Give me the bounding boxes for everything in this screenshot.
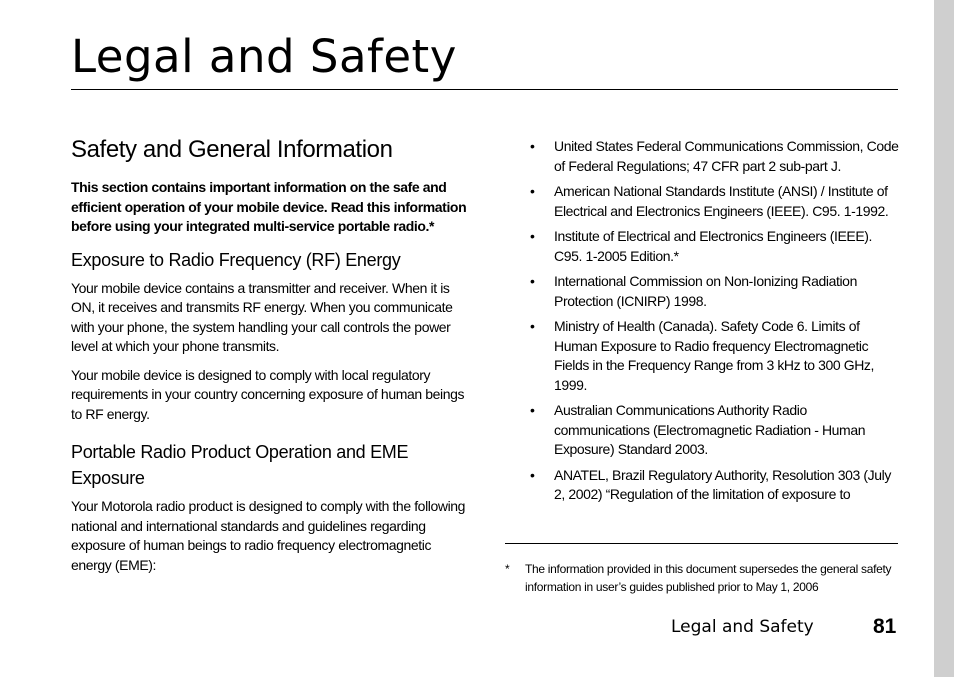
list-item xyxy=(530,182,902,221)
section-title: Safety and General Information xyxy=(71,136,393,163)
page-edge-bar xyxy=(934,0,954,677)
title-divider xyxy=(71,89,898,90)
bullet-icon: • xyxy=(530,466,535,483)
bullet-icon: • xyxy=(530,138,535,154)
left-column xyxy=(71,134,471,584)
eme-exposure-heading: Portable Radio Product Operation and EME Exposure xyxy=(71,442,409,488)
list-item-text: United States Federal Communications Commission, Code of Federal Regulations; 47 CFR part 2 sub-part J. xyxy=(554,138,899,174)
standards-list xyxy=(530,137,902,505)
bullet-icon: • xyxy=(530,273,535,289)
bullet-icon: • xyxy=(530,183,535,199)
list-item-text: Ministry of Health (Canada). Safety Code 6. Limits of Human Exposure to Radio frequency Electromagnetic Fields in the Frequency Range from 3 kHz to 300 GHz, 1999. xyxy=(554,318,875,393)
right-column xyxy=(530,137,902,511)
footer-section-label: Legal and Safety xyxy=(671,617,814,637)
footnote-text: The information provided in this document supersedes the general safety information in user’s guides published prior to May 1, 2006 xyxy=(525,562,892,594)
rf-paragraph-1: Your mobile device contains a transmitter and receiver. When it is ON, it receives and transmits RF energy. When you communicate with your phone, the system handling your call controls the power level at which your phone transmits. xyxy=(71,279,453,354)
list-item xyxy=(530,137,902,176)
bullet-icon: • xyxy=(530,228,535,244)
footnote xyxy=(505,560,900,596)
list-item xyxy=(530,466,902,505)
list-item xyxy=(530,317,902,395)
list-item-text: Australian Communications Authority Radio communications (Electromagnetic Radiation - Human Exposure) Standard 2003. xyxy=(554,402,866,457)
rf-paragraph-2: Your mobile device is designed to comply with local regulatory requirements in your country concerning exposure of human beings to RF energy. xyxy=(71,366,465,422)
list-item-text: International Commission on Non-Ionizing Radiation Protection (ICNIRP) 1998. xyxy=(554,273,857,309)
bullet-icon: • xyxy=(530,402,535,418)
eme-paragraph: Your Motorola radio product is designed to comply with the following national and international standards and guidelines regarding exposure of human beings to radio frequency electromagnetic energy (EME): xyxy=(71,498,466,573)
bullet-icon: • xyxy=(530,318,535,334)
list-item-text: ANATEL, Brazil Regulatory Authority, Resolution 303 (July 2, 2002) “Regulation of the limitation of exposure to xyxy=(554,466,891,502)
list-item xyxy=(530,272,902,311)
page-title: Legal and Safety xyxy=(71,30,457,83)
page-number: 81 xyxy=(873,615,897,638)
intro-paragraph: This section contains important information on the safe and efficient operation of your mobile device. Read this information before using your integrated multi-service portable radio.* xyxy=(71,179,467,234)
list-item-text: American National Standards Institute (ANSI) / Institute of Electrical and Electronics Engineers (IEEE). C95. 1-1992. xyxy=(554,183,889,219)
rf-exposure-heading: Exposure to Radio Frequency (RF) Energy xyxy=(71,249,401,270)
list-item xyxy=(530,227,902,266)
list-item-text: Institute of Electrical and Electronics Engineers (IEEE). C95. 1-2005 Edition.* xyxy=(554,228,873,264)
footnote-marker: * xyxy=(505,562,510,576)
list-item xyxy=(530,401,902,460)
footnote-divider xyxy=(505,543,898,544)
